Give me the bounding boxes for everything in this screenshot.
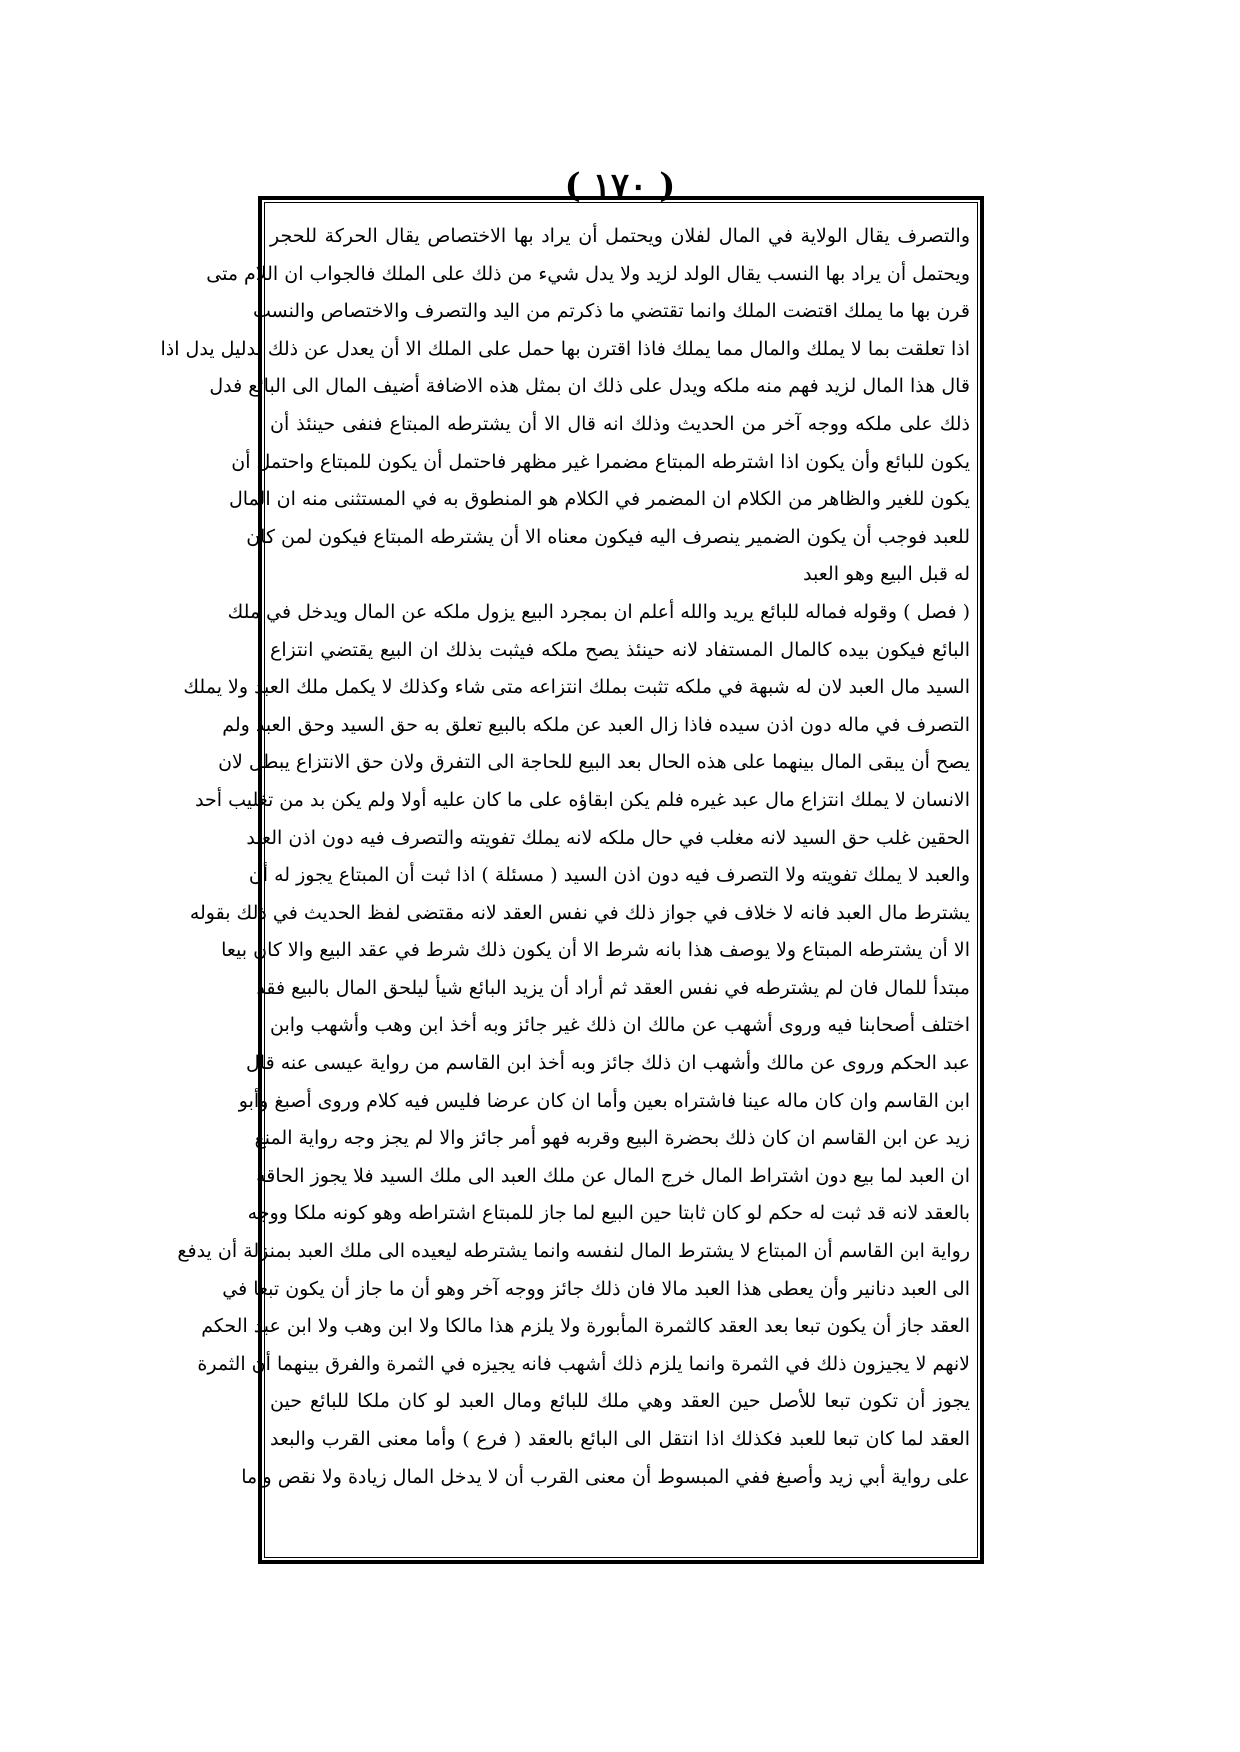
text-line: قال هذا المال لزيد فهم منه ملكه ويدل على ذلك ان بمثل هذه الاضافة أضيف المال الى البائع فدل	[209, 375, 970, 398]
text-line: يكون للبائع وأن يكون اذا اشترطه المبتاع مضمرا غير مظهر فاحتمل أن يكون للمبتاع واحتمل أن	[231, 450, 970, 473]
text-line: ابن القاسم وان كان ماله عينا فاشتراه بعين وأما ان كان عرضا فليس فيه كلام وروى أصبغ وأبو	[238, 1089, 970, 1112]
text-line: العقد جاز أن يكون تبعا بعد العقد كالثمرة المأبورة ولا يلزم هذا مالكا ولا ابن وهب ولا ابن عبد الحكم	[201, 1315, 970, 1338]
text-line: زيد عن ابن القاسم ان كان ذلك بحضرة البيع وقربه فهو أمر جائز والا لم يجز وجه رواية المنع	[254, 1127, 970, 1150]
text-line: لانهم لا يجيزون ذلك في الثمرة وانما يلزم ذلك أشهب فانه يجيزه في الثمرة والفرق بينهما أن الثمرة	[197, 1352, 970, 1375]
text-line: يصح أن يبقى المال بينهما على هذه الحال بعد البيع للحاجة الى التفرق ولان حق الانتزاع يبطل لان	[218, 751, 970, 774]
text-line: الانسان لا يملك انتزاع مال عبد غيره فلم يكن ابقاؤه على ما كان عليه أولا ولم يكن بد من تغليب أحد	[195, 788, 970, 811]
text-line: يكون للغير والظاهر من الكلام ان المضمر في الكلام هو المنطوق به في المستثنى منه ان المال	[228, 488, 970, 511]
text-line: رواية ابن القاسم أن المبتاع لا يشترط المال لنفسه وانما يشترطه ليعيده الى ملك العبد بمنزلة أن يدفع	[177, 1240, 970, 1263]
text-line: بالعقد لانه قد ثبت له حكم لو كان ثابتا حين البيع لما جاز للمبتاع اشتراطه وهو كونه ملكا ووجه	[247, 1202, 970, 1225]
text-line: اذا تعلقت بما لا يملك والمال مما يملك فاذا اقترن بها حمل على الملك الا أن يعدل عن ذلك بدليل يدل اذا	[160, 337, 970, 360]
text-line: الى العبد دنانير وأن يعطى هذا العبد مالا فان ذلك جائز ووجه آخر وهو أن ما جاز أن يكون تبعا في	[222, 1277, 970, 1300]
text-line: التصرف في ماله دون اذن سيده فاذا زال العبد عن ملكه بالبيع تعلق به حق السيد وحق العبد ولم	[222, 713, 970, 736]
text-line: ( فصل ) وقوله فماله للبائع يريد والله أعلم ان بمجرد البيع يزول ملكه عن المال ويدخل في ملك	[227, 600, 970, 623]
text-line: العقد لما كان تبعا للعبد فكذلك اذا انتقل الى البائع بالعقد ( فرع ) وأما معنى القرب والبعد	[270, 1428, 970, 1450]
text-line: البائع فيكون بيده كالمال المستفاد لانه حينئذ يصح ملكه فيثبت بذلك ان البيع يقتضي انتزاع	[270, 638, 970, 661]
text-line: عبد الحكم وروى عن مالك وأشهب ان ذلك جائز وبه أخذ ابن القاسم من رواية عيسى عنه قال	[246, 1052, 970, 1075]
text-line: على رواية أبي زيد وأصبغ ففي المبسوط أن معنى القرب أن لا يدخل المال زيادة ولا نقص وأما	[241, 1465, 970, 1488]
text-line: ان العبد لما بيع دون اشتراط المال خرج المال عن ملك العبد الى ملك السيد فلا يجوز الحاقه	[256, 1164, 970, 1187]
text-line: للعبد فوجب أن يكون الضمير ينصرف اليه فيكون معناه الا أن يشترطه المبتاع فيكون لمن كان	[246, 525, 970, 548]
text-line: والعبد لا يملك تفويته ولا التصرف فيه دون اذن السيد ( مسئلة ) اذا ثبت أن المبتاع يجوز له أن	[248, 864, 970, 887]
text-line: مبتدأ للمال فان لم يشترطه في نفس العقد ثم أراد أن يزيد البائع شيأ ليلحق المال بالبيع فقد	[256, 976, 970, 999]
text-line: ويحتمل أن يراد بها النسب يقال الولد لزيد ولا يدل شيء من ذلك على الملك فالجواب ان اللام متى	[206, 262, 970, 285]
text-line: والتصرف يقال الولاية في المال لفلان ويحتمل أن يراد بها الاختصاص يقال الحركة للحجر	[270, 225, 970, 247]
page-number: ( ١٧٠ )	[564, 166, 676, 206]
text-line: يجوز أن تكون تبعا للأصل حين العقد وهي ملك للبائع ومال العبد لو كان ملكا للبائع حين	[270, 1390, 970, 1413]
text-line: ذلك على ملكه ووجه آخر من الحديث وذلك انه قال الا أن يشترطه المبتاع فنفى حينئذ أن	[270, 412, 970, 435]
text-line: الا أن يشترطه المبتاع ولا يوصف هذا بانه شرط الا أن يكون ذلك شرط في عقد البيع والا كان بيعا	[221, 939, 970, 962]
text-line: اختلف أصحابنا فيه وروى أشهب عن مالك ان ذلك غير جائز وبه أخذ ابن وهب وأشهب وابن	[270, 1014, 970, 1037]
text-line: قرن بها ما يملك اقتضت الملك وانما تقتضي ما ذكرتم من اليد والتصرف والاختصاص والنسب	[252, 300, 970, 323]
text-line: له قبل البيع وهو العبد	[803, 563, 970, 586]
text-line: السيد مال العبد لان له شبهة في ملكه تثبت بملك انتزاعه متى شاء وكذلك لا يكمل ملك العبد ولا يملك	[183, 676, 970, 699]
body-text	[160, 218, 970, 1548]
text-line: الحقين غلب حق السيد لانه مغلب في حال ملكه لانه يملك تفويته والتصرف فيه دون اذن العبد	[246, 826, 970, 849]
text-line: يشترط مال العبد فانه لا خلاف في جواز ذلك في نفس العقد لانه مقتضى لفظ الحديث في ذلك بقوله	[189, 901, 970, 924]
